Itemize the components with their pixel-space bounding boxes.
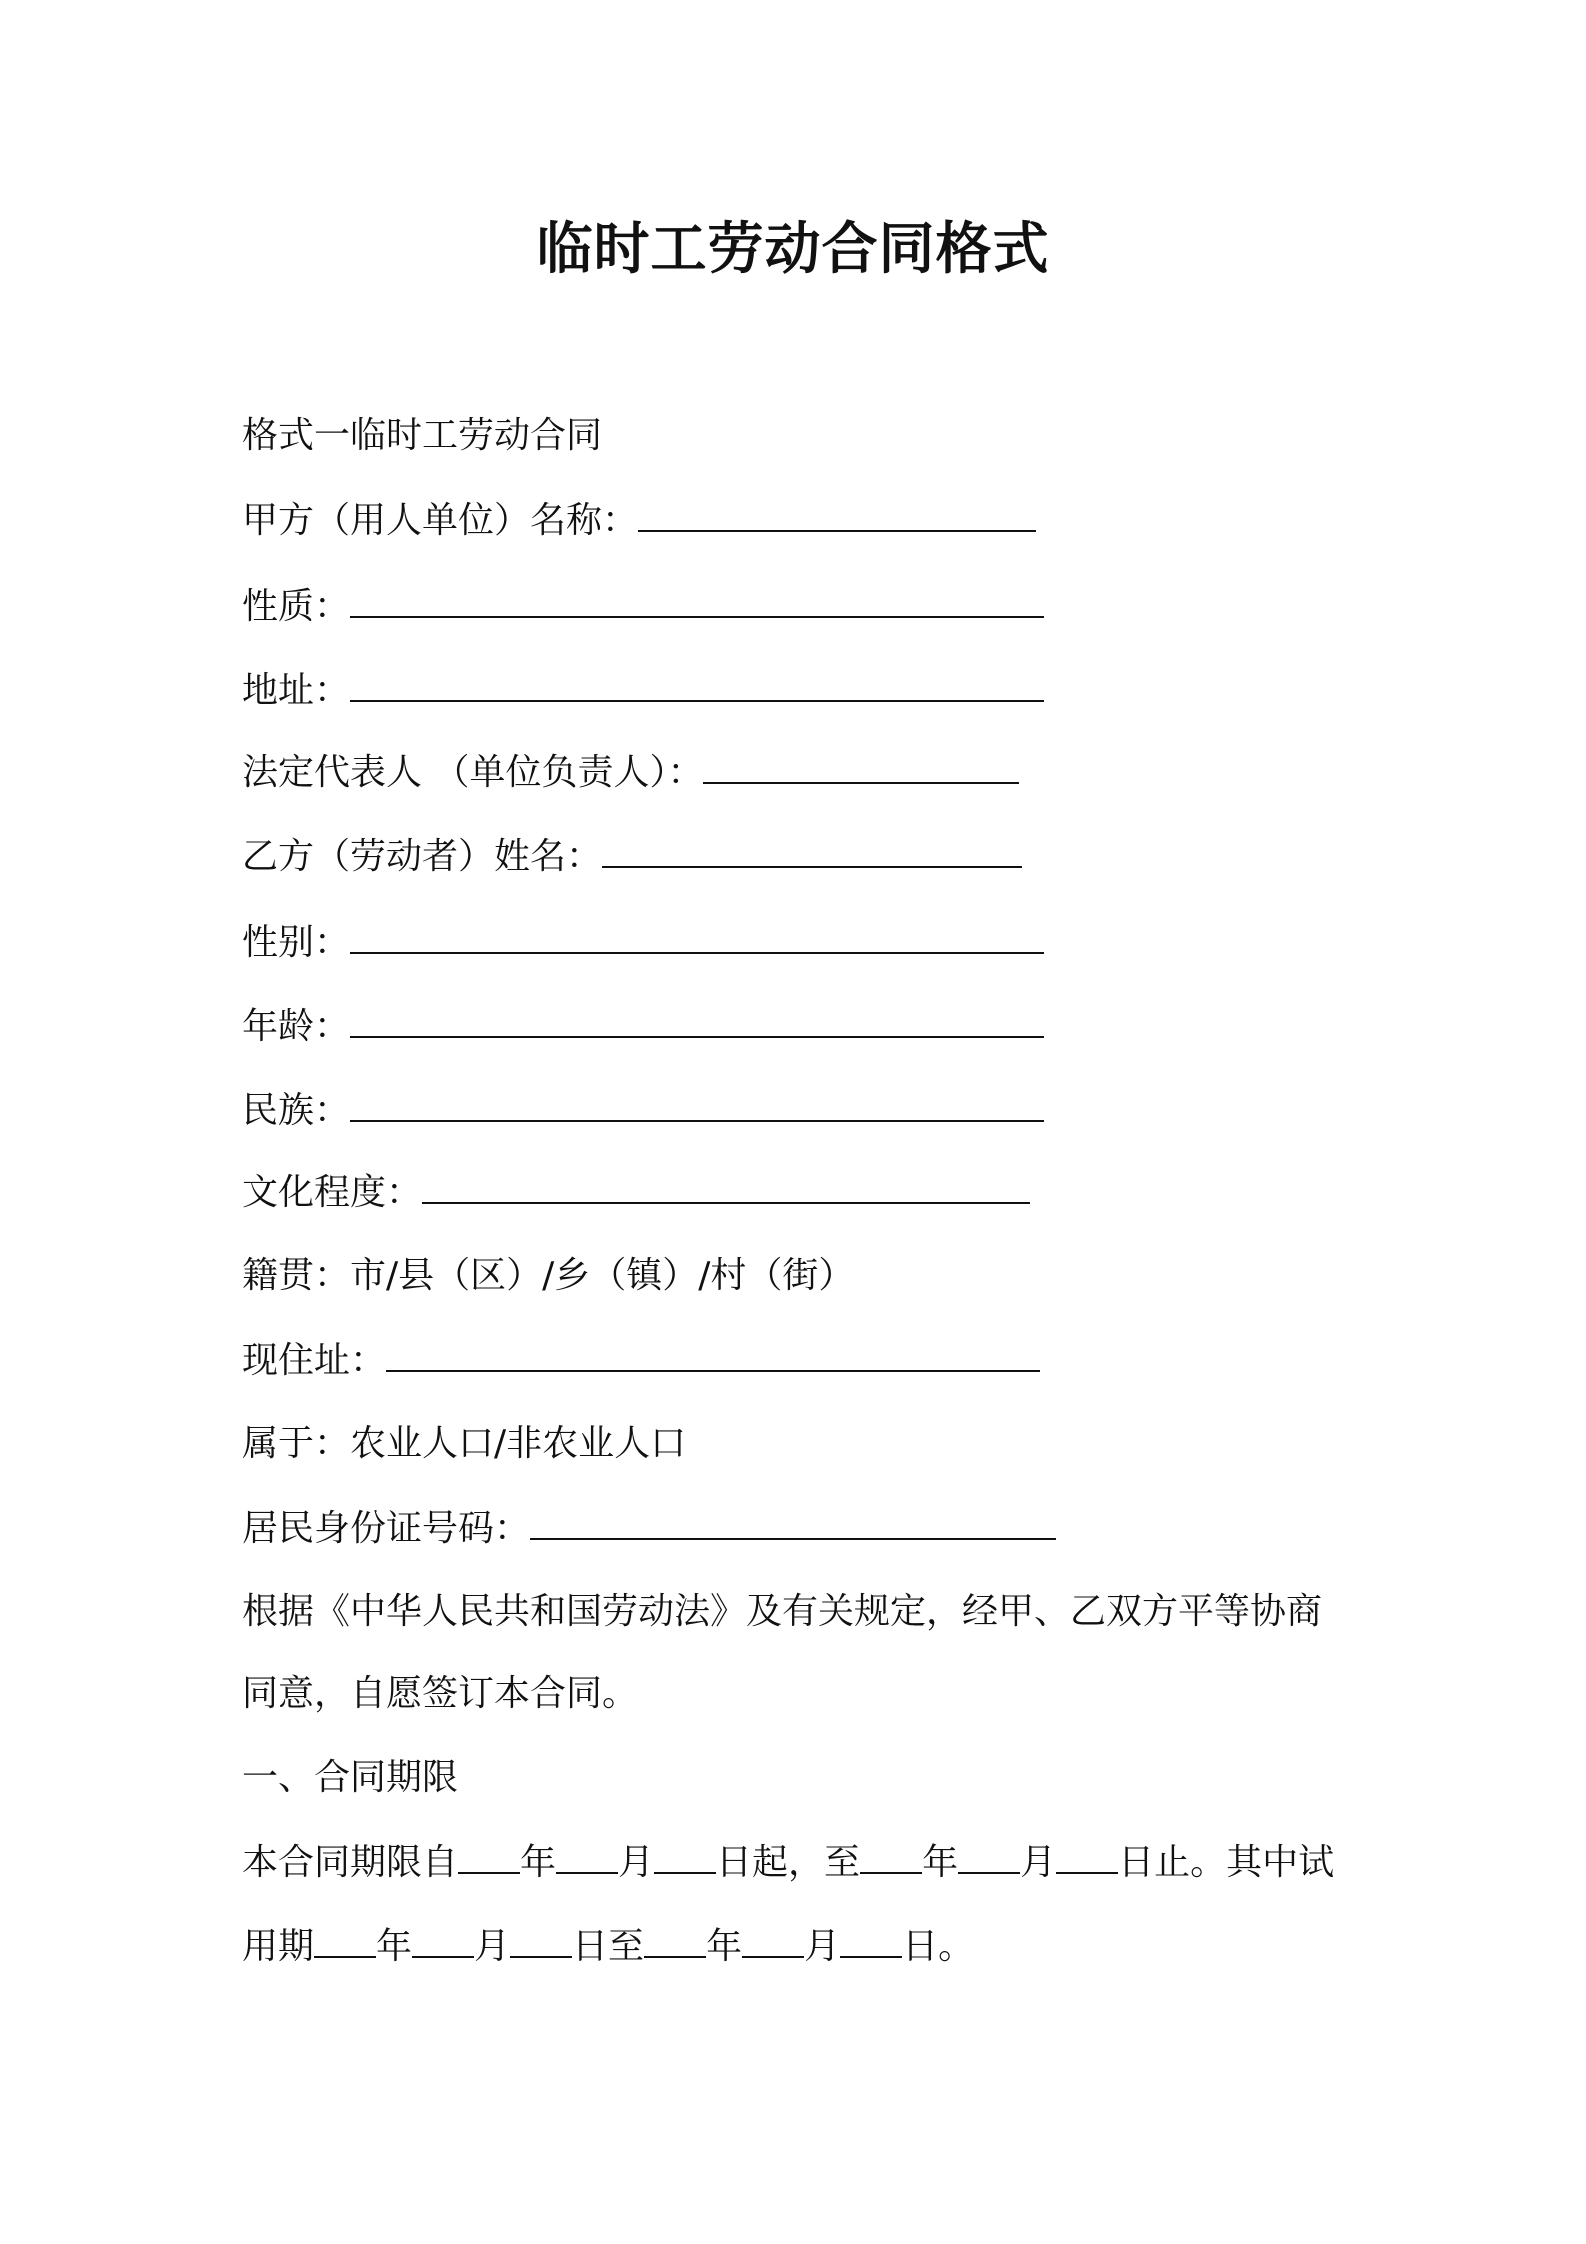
address-blank (350, 666, 1044, 702)
end-month-blank (958, 1838, 1020, 1874)
id-number-blank (530, 1504, 1056, 1540)
term-text: 年 (520, 1842, 557, 1883)
field-party-b-name (242, 832, 1022, 881)
subtitle: 格式一临时工劳动合同 (242, 415, 603, 456)
start-year-blank (458, 1838, 520, 1874)
term-text: 日起，至 (716, 1842, 861, 1883)
probation-start-month-blank (412, 1922, 474, 1958)
nature-blank (350, 582, 1044, 618)
field-label: 甲方（用人单位）名称： (242, 500, 639, 541)
section-1-line-2 (242, 1922, 974, 1971)
field-label: 乙方（劳动者）姓名： (242, 836, 603, 877)
field-age (242, 1002, 1044, 1051)
field-gender (242, 918, 1044, 967)
legal-rep-blank (703, 748, 1019, 784)
field-label: 性别： (242, 922, 351, 963)
term-text: 日止。其中试 (1118, 1842, 1335, 1883)
start-day-blank (654, 1838, 716, 1874)
field-legal-rep (242, 748, 1019, 797)
probation-end-year-blank (644, 1922, 706, 1958)
term-text: 年 (922, 1842, 959, 1883)
field-label: 现住址： (242, 1340, 387, 1381)
term-text: 月 (474, 1926, 511, 1967)
field-party-a-name (242, 496, 1036, 545)
term-text: 月 (804, 1926, 841, 1967)
gender-blank (350, 918, 1044, 954)
section-1-line-1 (242, 1838, 1334, 1887)
field-household-type: 属于：农业人口/非农业人口 (242, 1423, 687, 1464)
current-address-blank (386, 1336, 1040, 1372)
education-blank (422, 1168, 1030, 1204)
term-text: 月 (618, 1842, 655, 1883)
age-blank (350, 1002, 1044, 1038)
field-nature (242, 582, 1044, 631)
party-b-name-blank (602, 832, 1022, 868)
field-label: 法定代表人 （单位负责人）： (242, 752, 704, 793)
field-label: 年龄： (242, 1006, 351, 1047)
end-year-blank (860, 1838, 922, 1874)
end-day-blank (1056, 1838, 1118, 1874)
field-label: 文化程度： (242, 1172, 423, 1213)
field-ethnicity (242, 1086, 1044, 1135)
term-text: 月 (1020, 1842, 1057, 1883)
field-education (242, 1168, 1030, 1217)
preamble-line-1: 根据《中华人民共和国劳动法》及有关规定，经甲、乙双方平等协商 (242, 1591, 1323, 1632)
ethnicity-blank (350, 1086, 1044, 1122)
probation-end-day-blank (840, 1922, 902, 1958)
probation-start-year-blank (314, 1922, 376, 1958)
field-label: 地址： (242, 670, 351, 711)
document-title: 临时工劳动合同格式 (536, 217, 1050, 282)
term-text: 年 (706, 1926, 743, 1967)
section-1-heading: 一、合同期限 (242, 1757, 459, 1798)
field-current-address (242, 1336, 1040, 1385)
party-a-name-blank (638, 496, 1036, 532)
field-label: 性质： (242, 586, 351, 627)
term-text: 年 (376, 1926, 413, 1967)
field-label: 居民身份证号码： (242, 1508, 531, 1549)
term-text: 日。 (902, 1926, 975, 1967)
field-id-number (242, 1504, 1056, 1553)
field-address (242, 666, 1044, 715)
term-text: 用期 (242, 1926, 315, 1967)
preamble-line-2: 同意，自愿签订本合同。 (242, 1673, 639, 1714)
term-text: 本合同期限自 (242, 1842, 459, 1883)
start-month-blank (556, 1838, 618, 1874)
probation-end-month-blank (742, 1922, 804, 1958)
field-native-place: 籍贯：市/县（区）/乡（镇）/村（街） (242, 1255, 855, 1296)
term-text: 日至 (572, 1926, 645, 1967)
field-label: 民族： (242, 1090, 351, 1131)
probation-start-day-blank (510, 1922, 572, 1958)
